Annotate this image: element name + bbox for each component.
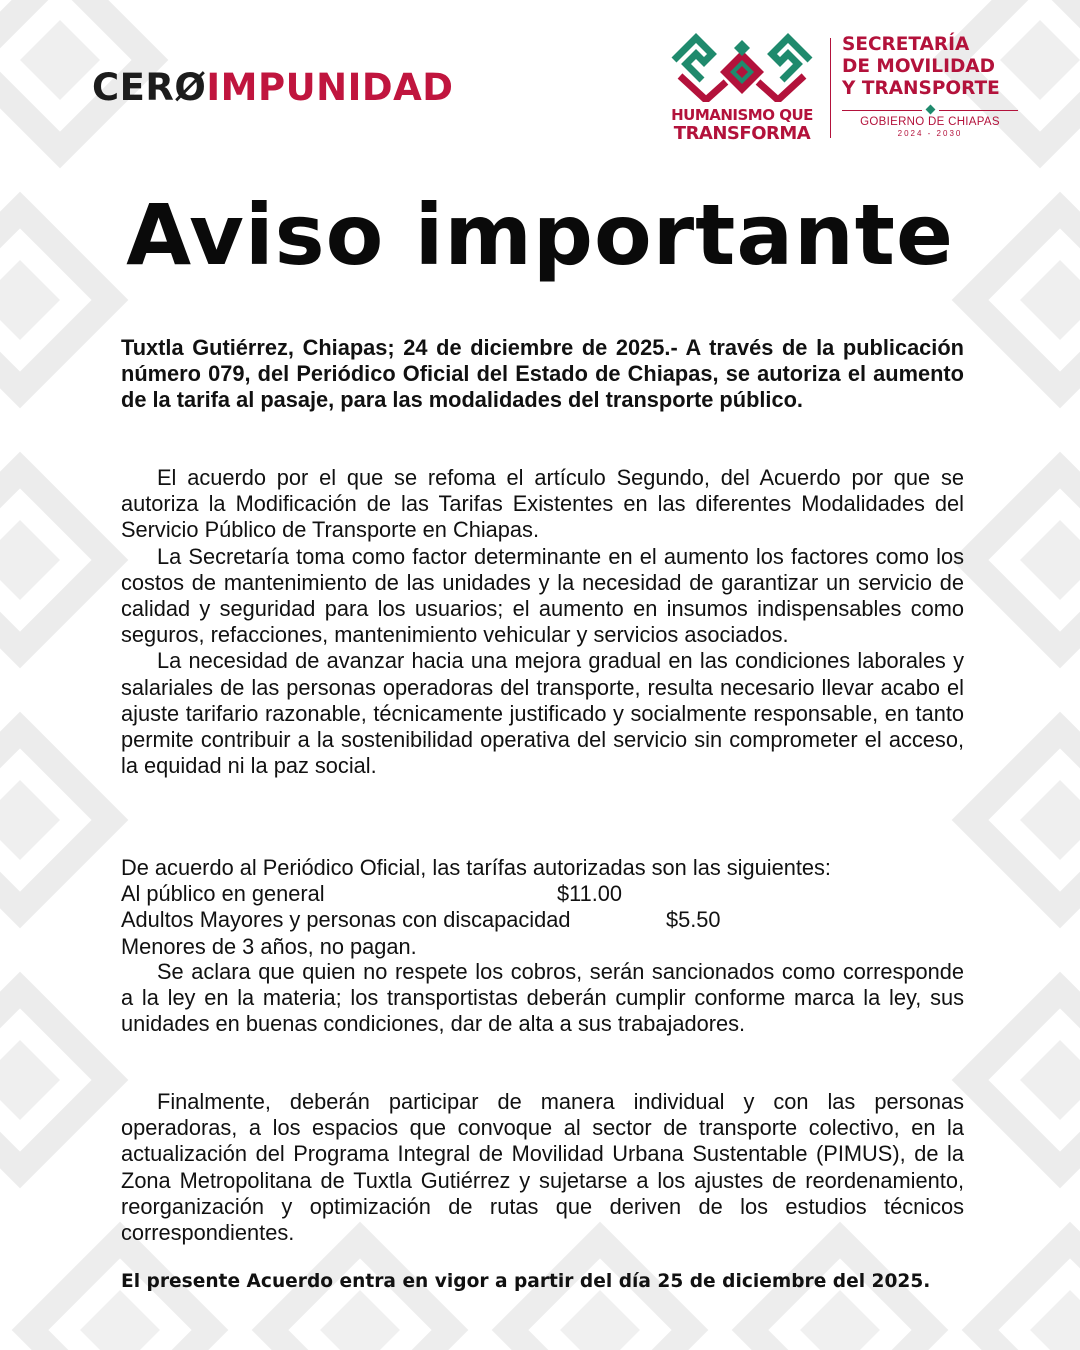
agreement-paragraphs <box>121 465 964 779</box>
tariff-amount: $5.50 <box>666 907 721 933</box>
humanismo-line-2: TRANSFORMA <box>673 123 811 144</box>
cero-impunidad-brand <box>92 66 453 109</box>
tariff-amount: $11.00 <box>557 881 623 907</box>
closing-statement: El presente Acuerdo entra en vigor a partir del día 25 de diciembre del 2025. <box>121 1271 931 1292</box>
secretaria-line-2: DE MOVILIDAD <box>842 56 995 77</box>
secretaria-line-1: SECRETARÍA <box>842 34 970 55</box>
paragraph-labor: La necesidad de avanzar hacia una mejora gradual en las condiciones laborales y salariales de las personas operadoras del transporte, resulta necesario llevar acabo el ajuste tarifario razonable, técnicamente justificado y socialmente responsable, en tanto permite contribuir a la sostenibilidad operativa del servicio sin comprometer el acceso, la equidad ni la paz social. <box>121 648 964 779</box>
humanismo-logo <box>662 30 822 142</box>
humanismo-line-1: HUMANISMO QUE <box>671 106 813 124</box>
secretaria-line-3: Y TRANSPORTE <box>842 78 1000 99</box>
tariff-label: Al público en general <box>121 881 325 907</box>
paragraph-sanctions: Se aclara que quien no respete los cobros, serán sancionados como corresponde a la ley en la materia; los transportistas deberán cumplir conforme marca la ley, sus unidades en buenas condiciones, dar de alta a sus trabajadores. <box>121 959 964 1037</box>
tariff-row-seniors <box>121 907 964 933</box>
brand-cero: CERØ <box>92 66 207 109</box>
diamond-icon <box>926 105 936 115</box>
gobierno-chiapas: GOBIERNO DE CHIAPAS <box>860 116 1000 128</box>
gobierno-years: 2024 - 2030 <box>897 129 963 138</box>
secretaria-logo <box>842 34 1018 138</box>
tariff-note: Menores de 3 años, no pagan. <box>121 933 417 959</box>
paragraph-finally: Finalmente, deberán participar de manera individual y con las personas operadoras, a los espacios que convoque al sector de transporte colectivo, en la actualización del Programa Integral de Movilidad Urbana Sustentable (PIMUS), de la Zona Metropolitana de Tuxtla Gutiérrez y sujetarse a los ajustes de reordenamiento, reorganización y optimización de rutas que deriven de los estudios técnicos correspondientes. <box>121 1089 964 1246</box>
paragraph-factors: La Secretaría toma como factor determinante en el aumento los factores como los costos de mantenimiento de las unidades y la necesidad de garantizar un servicio de calidad y seguridad para los usuarios; el aumento en insumos indispensables como seguros, refacciones, mantenimiento vehicular y servicios asociados. <box>121 543 964 648</box>
tariff-intro: De acuerdo al Periódico Oficial, las tarífas autorizadas son las siguientes: <box>121 855 831 880</box>
tariff-label: Adultos Mayores y personas con discapacidad <box>121 907 571 933</box>
header-divider <box>830 38 831 138</box>
tariff-row-general <box>121 881 964 907</box>
page-title: Aviso importante <box>126 186 954 284</box>
tariff-list <box>121 855 964 960</box>
humanismo-emblem-icon <box>666 30 818 102</box>
gobierno-rule <box>842 104 1018 116</box>
intro-paragraph: Tuxtla Gutiérrez, Chiapas; 24 de diciembre de 2025.- A través de la publicación número 079, del Periódico Oficial del Estado de Chiapas, se autoriza el aumento de la tarifa al pasaje, para las modalidades del transporte público. <box>121 335 964 413</box>
paragraph-agreement: El acuerdo por el que se refoma el artículo Segundo, del Acuerdo por que se autoriza la Modificación de las Tarifas Existentes en las diferentes Modalidades del Servicio Público de Transporte en Chiapas. <box>121 465 964 543</box>
brand-impunidad: IMPUNIDAD <box>206 66 454 109</box>
